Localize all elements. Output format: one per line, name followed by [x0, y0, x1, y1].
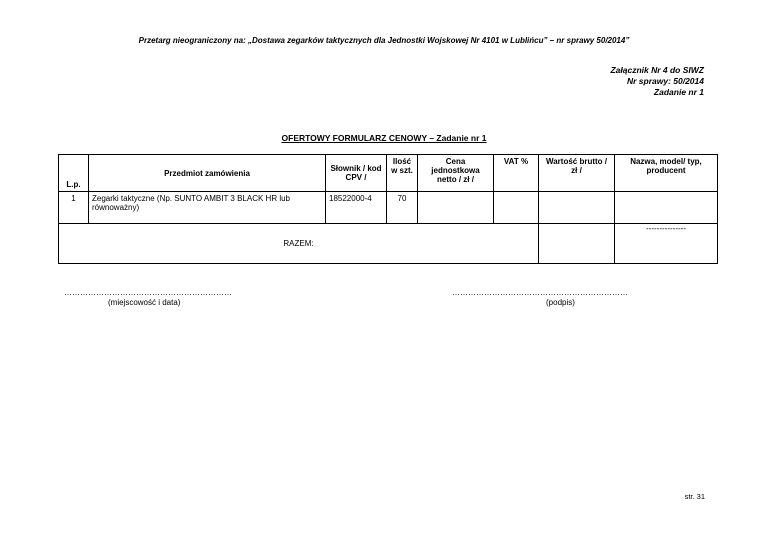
place-date-caption: (miejscowość i data): [108, 298, 181, 307]
header-dictionary: Słownik / kod CPV /: [326, 155, 387, 192]
form-title: OFERTOWY FORMULARZ CENOWY – Zadanie nr 1: [281, 133, 487, 143]
header-name-model: Nazwa, model/ typ, producent: [615, 155, 718, 192]
header-quantity: Ilość w szt.: [387, 155, 418, 192]
header-lp: L.p.: [59, 155, 89, 192]
total-label: RAZEM:: [59, 224, 539, 264]
cell-name-model: [615, 192, 718, 224]
price-form-table: [58, 154, 718, 264]
table-row: [59, 192, 718, 224]
cell-lp: 1: [59, 192, 89, 224]
header-subject: Przedmiot zamówienia: [89, 155, 326, 192]
total-dashes: ---------------: [615, 224, 718, 264]
tender-header: Przetarg nieograniczony na: „Dostawa zegarków taktycznych dla Jednostki Wojskowej Nr 4101 w Lublińcu” – nr sprawy 50/2014”: [138, 36, 630, 45]
cell-vat: [494, 192, 539, 224]
page-number: str. 31: [684, 492, 705, 501]
header-gross-value: Wartość brutto / zł /: [539, 155, 615, 192]
signature-caption: (podpis): [546, 298, 575, 307]
attachment-line: Załącznik Nr 4 do SIWZ: [610, 65, 704, 75]
cell-quantity: 70: [387, 192, 418, 224]
cell-gross-value: [539, 192, 615, 224]
place-date-line: ………………………………………………………: [64, 288, 232, 297]
header-unit-price: Cena jednostkowa netto / zł /: [418, 155, 494, 192]
header-vat: VAT %: [494, 155, 539, 192]
table-header-row: [59, 155, 718, 192]
case-number-line: Nr sprawy: 50/2014: [626, 76, 704, 86]
attachment-info: [610, 65, 704, 98]
total-row: [59, 224, 718, 264]
task-line: Zadanie nr 1: [653, 87, 704, 97]
cell-dictionary: 18522000-4: [326, 192, 387, 224]
signature-line: …………………………………………………………: [452, 288, 628, 297]
cell-unit-price: [418, 192, 494, 224]
cell-subject: Zegarki taktyczne (Np. SUNTO AMBIT 3 BLACK HR lub równoważny): [89, 192, 326, 224]
total-gross-value: [539, 224, 615, 264]
